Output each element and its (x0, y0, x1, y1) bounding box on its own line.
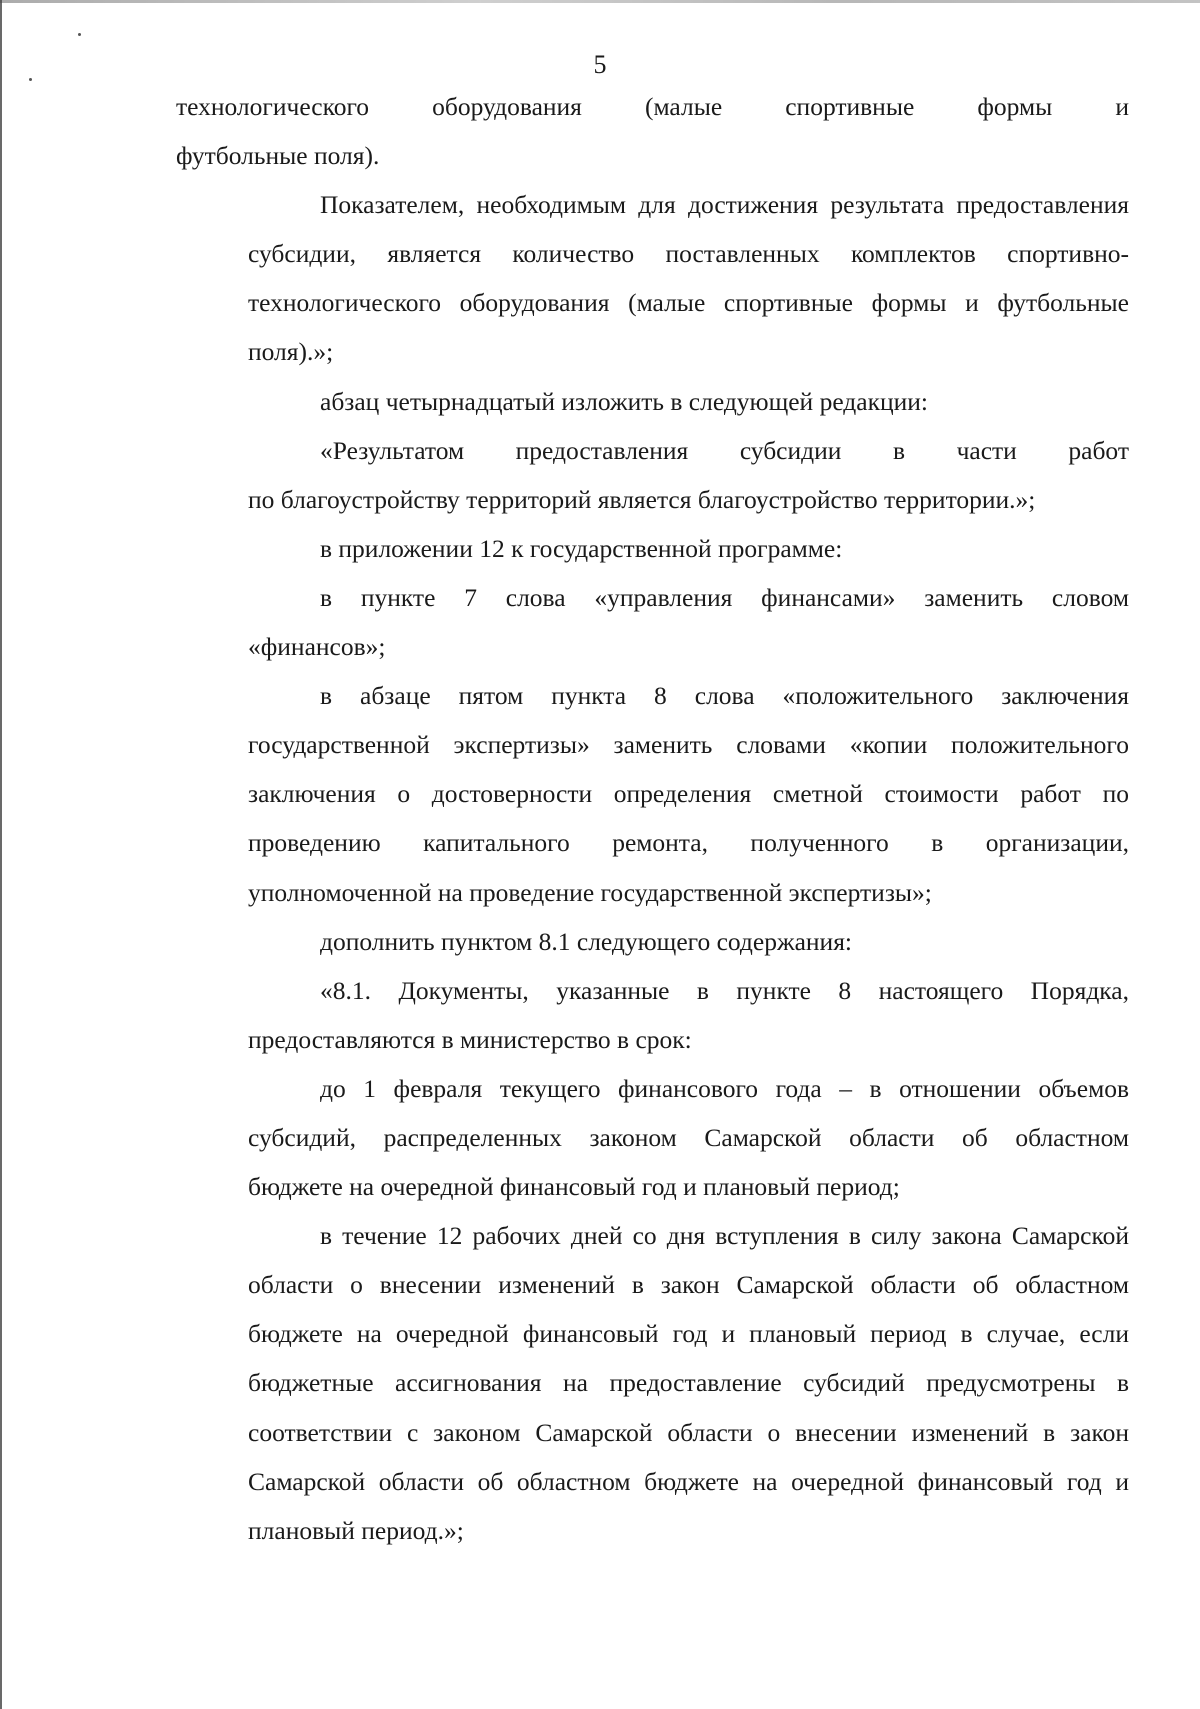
text-line: заключения о достоверности определения сметной стоимости работ по (248, 779, 1129, 809)
paragraph-p2 (176, 180, 1129, 376)
scan-left-edge (0, 0, 2, 1709)
text-line: уполномоченной на проведение государственной экспертизы»; (248, 877, 932, 907)
paragraph-p5 (176, 524, 1129, 573)
paragraph-p8 (176, 917, 1129, 966)
text-line: соответствии с законом Самарской области о внесении изменений в закон (248, 1417, 1129, 1447)
paragraph-p9 (176, 966, 1129, 1064)
text-line: в приложении 12 к государственной программе: (320, 533, 843, 563)
scan-top-border (0, 0, 1200, 3)
text-line: бюджетные ассигнования на предоставление субсидий предусмотрены в (248, 1368, 1129, 1398)
text-line: субсидий, распределенных законом Самарской области об областном (248, 1122, 1129, 1152)
text-line: «Результатом предоставления субсидии в части работ (320, 435, 1129, 465)
paragraph-p3 (176, 377, 1129, 426)
page-number: 5 (593, 50, 607, 79)
paragraph-p4 (176, 426, 1129, 524)
paragraph-p10 (176, 1064, 1129, 1211)
text-line: в абзаце пятом пункта 8 слова «положительного заключения (320, 681, 1129, 711)
text-line: Показателем, необходимым для достижения результата предоставления (320, 190, 1129, 220)
text-line: плановый период.»; (248, 1515, 464, 1545)
text-line: предоставляются в министерство в срок: (248, 1024, 692, 1054)
text-line: «8.1. Документы, указанные в пункте 8 настоящего Порядка, (320, 975, 1129, 1005)
paragraph-p11 (176, 1211, 1129, 1555)
text-line: в течение 12 рабочих дней со дня вступления в силу закона Самарской (320, 1221, 1129, 1251)
text-line: по благоустройству территорий является благоустройство территории.»; (248, 484, 1036, 514)
scan-speck (78, 33, 81, 36)
text-line: области о внесении изменений в закон Самарской области об областном (248, 1270, 1129, 1300)
text-line: бюджете на очередной финансовый год и плановый период; (248, 1172, 900, 1202)
text-line: дополнить пунктом 8.1 следующего содержания: (320, 926, 853, 956)
text-line: футбольные поля). (176, 141, 380, 171)
text-line: технологического оборудования (малые спортивные формы и (176, 92, 1129, 121)
text-line: субсидии, является количество поставленных комплектов спортивно- (248, 239, 1129, 269)
document-body (176, 82, 1129, 1555)
text-line: технологического оборудования (малые спортивные формы и футбольные (248, 288, 1129, 318)
text-line: в пункте 7 слова «управления финансами» заменить словом (320, 582, 1129, 612)
paragraph-p7 (176, 671, 1129, 916)
text-line: проведению капитального ремонта, полученного в организации, (248, 828, 1129, 858)
text-line: до 1 февраля текущего финансового года – в отношении объемов (320, 1073, 1129, 1103)
text-line: государственной экспертизы» заменить словами «копии положительного (248, 730, 1129, 760)
text-line: Самарской области об областном бюджете на очередной финансовый год и (248, 1466, 1129, 1496)
text-line: «финансов»; (248, 632, 386, 662)
paragraph-p6 (176, 573, 1129, 671)
paragraph-p1 (176, 82, 1129, 180)
text-line: поля).»; (248, 337, 334, 367)
text-line: абзац четырнадцатый изложить в следующей редакции: (320, 386, 929, 416)
text-line: бюджете на очередной финансовый год и плановый период в случае, если (248, 1319, 1129, 1349)
